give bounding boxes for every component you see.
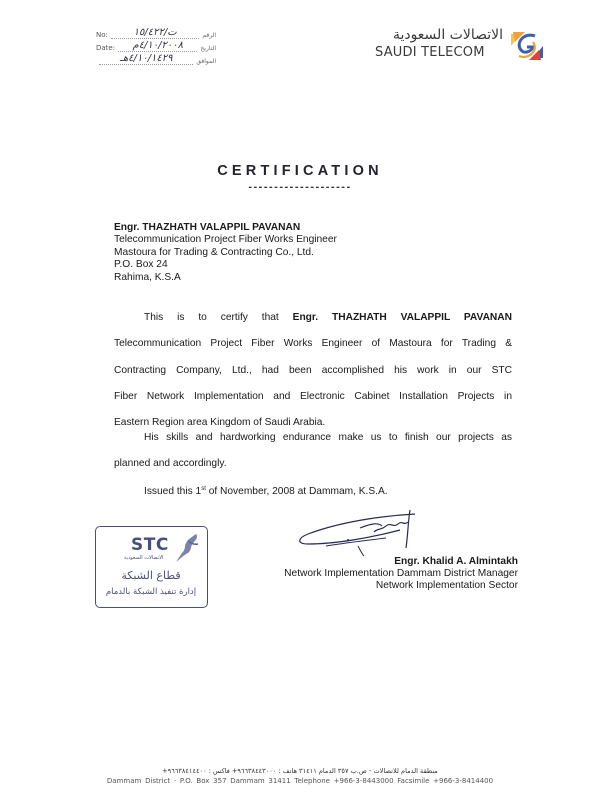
stamp-department-text: إدارة تنفيذ الشبكة بالدمام — [105, 587, 197, 597]
logo-english-name: SAUDI TELECOM — [375, 45, 485, 60]
paragraph-line — [114, 305, 512, 331]
logo-arabic-name: الاتصالات السعودية — [392, 27, 503, 43]
footer-arabic-address: منطقة الدمام للاتصالات - ص.ب ٣٥٧ الدمام ٣١٤١١ هاتف : ٩٦٦٣٨٤٤٣٠٠٠+ فاكس : ٩٦٦٣٨٤١٤٤٠٠+ — [162, 767, 438, 775]
recipient-position: Telecommunication Project Fiber Works Engineer — [114, 234, 337, 246]
reference-number-label: No: — [96, 31, 108, 39]
stc-bird-icon — [174, 533, 200, 563]
recipient-company: Mastoura for Trading & Contracting Co., Ltd. — [114, 246, 314, 258]
letterhead-footer — [0, 767, 600, 786]
issued-prefix: Issued this 1 — [144, 486, 202, 497]
stamp-brand-arabic: الاتصالات السعودية — [124, 555, 164, 561]
paragraph-line-text: His skills and hardworking endurance make us to finish our projects as — [144, 432, 512, 443]
stamp-sector-text: قطاع الشبكة — [121, 569, 181, 582]
reference-date-arabic-label: التاريخ — [200, 45, 216, 52]
reference-hijri-row — [96, 52, 216, 65]
recipient-po-box: P.O. Box 24 — [114, 259, 168, 271]
issued-suffix: of November, 2008 at Dammam, K.S.A. — [205, 486, 388, 497]
paragraph-line: Contracting Company, Ltd., had been accomplished his work in our STC — [114, 364, 512, 376]
paragraph-line: Eastern Region area Kingdom of Saudi Arabia. — [114, 417, 326, 429]
paragraph-line: planned and accordingly. — [114, 458, 227, 470]
signatory-name: Engr. Khalid A. Almintakh — [394, 556, 518, 567]
certification-paragraph — [114, 305, 512, 436]
document-title: CERTIFICATION — [217, 163, 383, 179]
issued-statement — [144, 486, 388, 497]
stamp-brand: STC — [131, 535, 169, 555]
reference-hijri-arabic-label: الموافق — [196, 58, 216, 65]
signatory-title: Network Implementation Dammam District Manager — [284, 567, 518, 579]
official-stamp — [95, 526, 208, 608]
signatory-sector: Network Implementation Sector — [375, 579, 518, 591]
stc-emblem-icon — [511, 30, 543, 62]
appreciation-paragraph — [114, 425, 512, 478]
certify-intro: This is to certify that — [144, 312, 279, 323]
saudi-telecom-logo — [375, 26, 575, 66]
reference-number-row — [96, 26, 216, 39]
recipient-city: Rahima, K.S.A — [114, 271, 181, 283]
issued-ordinal-suffix: st — [201, 486, 206, 492]
title-underline: -------------------- — [248, 181, 352, 193]
reference-number-arabic-label: الرقم — [202, 32, 216, 39]
reference-date-row — [96, 39, 216, 52]
recipient-address — [114, 222, 337, 284]
reference-hijri-value: ٤/١٠/١٤٢٩هـ — [99, 53, 193, 65]
paragraph-line: Fiber Network Implementation and Electronic Cabinet Installation Projects in — [114, 390, 512, 402]
reference-block — [96, 26, 216, 65]
footer-english-address: Dammam District · P.O. Box 357 Dammam 31411 Telephone +966-3-8443000 Facsimile +966-3-8414400 — [106, 777, 494, 785]
reference-date-value: ٤/١٠/٢٠٠٨م — [118, 40, 197, 52]
recipient-name: Engr. THAZHATH VALAPPIL PAVANAN — [114, 222, 301, 233]
reference-number-value: ت/١٥/٤٢٢ — [111, 27, 199, 39]
signatory-block — [284, 556, 518, 591]
reference-date-label: Date: — [96, 44, 116, 52]
paragraph-line: Telecommunication Project Fiber Works Engineer of Mastoura for Trading & — [114, 338, 512, 350]
paragraph-line — [114, 425, 512, 451]
certified-person-name: Engr. THAZHATH VALAPPIL PAVANAN — [292, 312, 512, 323]
handwritten-signature — [290, 508, 450, 558]
